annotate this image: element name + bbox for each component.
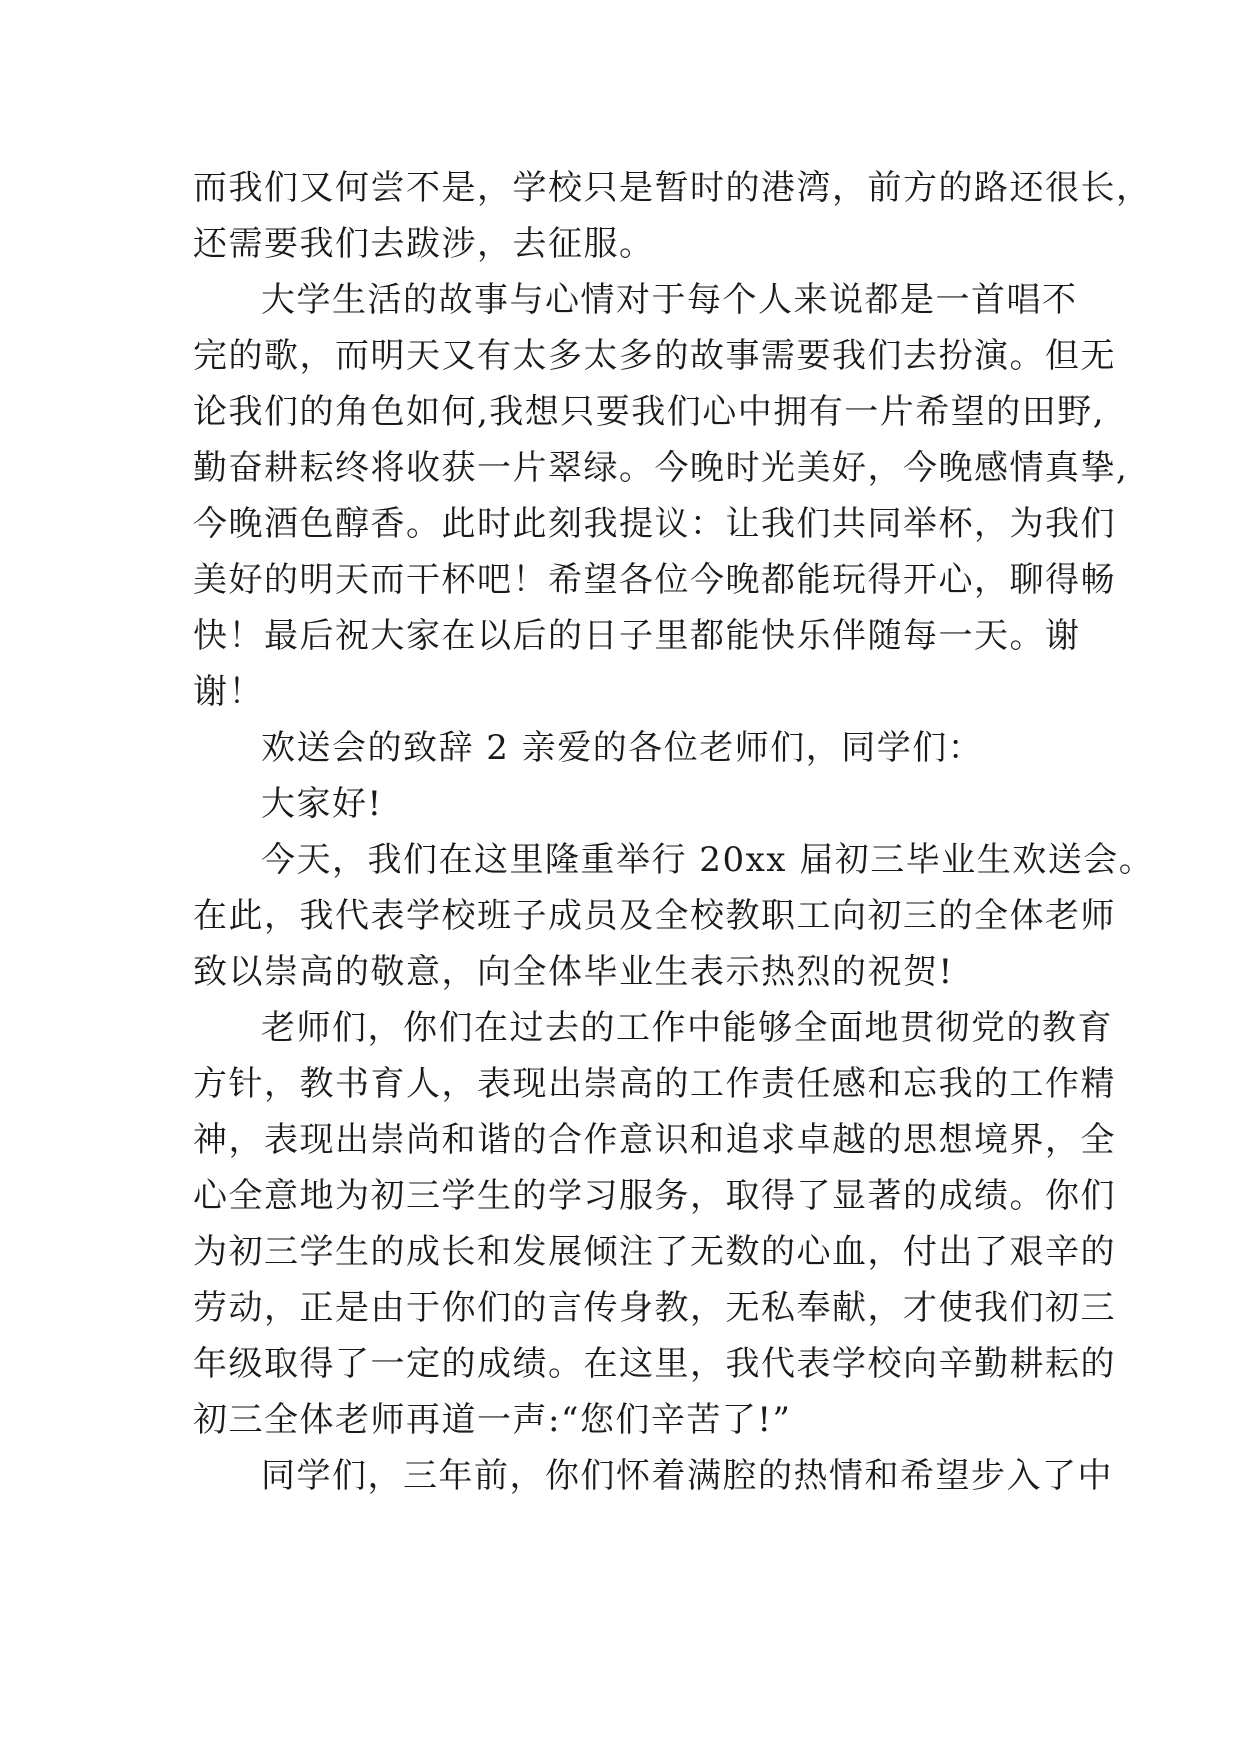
text-line: 谢！	[193, 672, 264, 712]
document-body	[193, 160, 1155, 1504]
paragraph-6	[193, 1000, 1116, 1448]
text-line: 初三全体老师再道一声:“您们辛苦了!”	[193, 1400, 792, 1440]
text-line: 心全意地为初三学生的学习服务，取得了显著的成绩。你们	[193, 1176, 1116, 1216]
text-line: 欢送会的致辞 2 亲爱的各位老师们，同学们：	[261, 728, 984, 768]
text-line: 方针，教书育人，表现出崇高的工作责任感和忘我的工作精	[193, 1064, 1116, 1104]
text-line: 勤奋耕耘终将收获一片翠绿。今晚时光美好，今晚感情真挚,	[193, 448, 1129, 488]
text-line: 神，表现出崇尚和谐的合作意识和追求卓越的思想境界，全	[193, 1120, 1116, 1160]
paragraph-1	[193, 160, 1152, 272]
text-line: 在此，我代表学校班子成员及全校教职工向初三的全体老师	[193, 896, 1116, 936]
text-line: 大学生活的故事与心情对于每个人来说都是一首唱不	[261, 280, 1078, 320]
text-line: 为初三学生的成长和发展倾注了无数的心血，付出了艰辛的	[193, 1232, 1116, 1272]
text-line: 而我们又何尝不是，学校只是暂时的港湾，前方的路还很长，	[193, 168, 1152, 208]
text-line: 大家好!	[261, 784, 383, 824]
text-line: 还需要我们去跋涉，去征服。	[193, 224, 655, 264]
text-line: 年级取得了一定的成绩。在这里，我代表学校向辛勤耕耘的	[193, 1344, 1116, 1384]
paragraph-4	[193, 776, 1053, 832]
text-line: 劳动，正是由于你们的言传身教，无私奉献，才使我们初三	[193, 1288, 1116, 1328]
text-line: 今天，我们在这里隆重举行 20xx 届初三毕业生欢送会。	[261, 840, 1155, 880]
text-line: 今晚酒色醇香。此时此刻我提议：让我们共同举杯，为我们	[193, 504, 1116, 544]
text-line: 完的歌，而明天又有太多太多的故事需要我们去扮演。但无	[193, 336, 1116, 376]
text-line: 老师们，你们在过去的工作中能够全面地贯彻党的教育	[261, 1008, 1113, 1048]
text-line: 论我们的角色如何,我想只要我们心中拥有一片希望的田野,	[193, 392, 1106, 432]
paragraph-3	[193, 720, 1053, 776]
paragraph-2	[193, 272, 1129, 720]
text-line: 美好的明天而干杯吧！希望各位今晚都能玩得开心，聊得畅	[193, 560, 1116, 600]
text-line: 同学们，三年前，你们怀着满腔的热情和希望步入了中	[261, 1456, 1113, 1496]
paragraph-7	[193, 1448, 1113, 1504]
text-line: 快！最后祝大家在以后的日子里都能快乐伴随每一天。谢	[193, 616, 1081, 656]
paragraph-5	[193, 832, 1155, 1000]
text-line: 致以崇高的敬意，向全体毕业生表示热烈的祝贺!	[193, 952, 954, 992]
